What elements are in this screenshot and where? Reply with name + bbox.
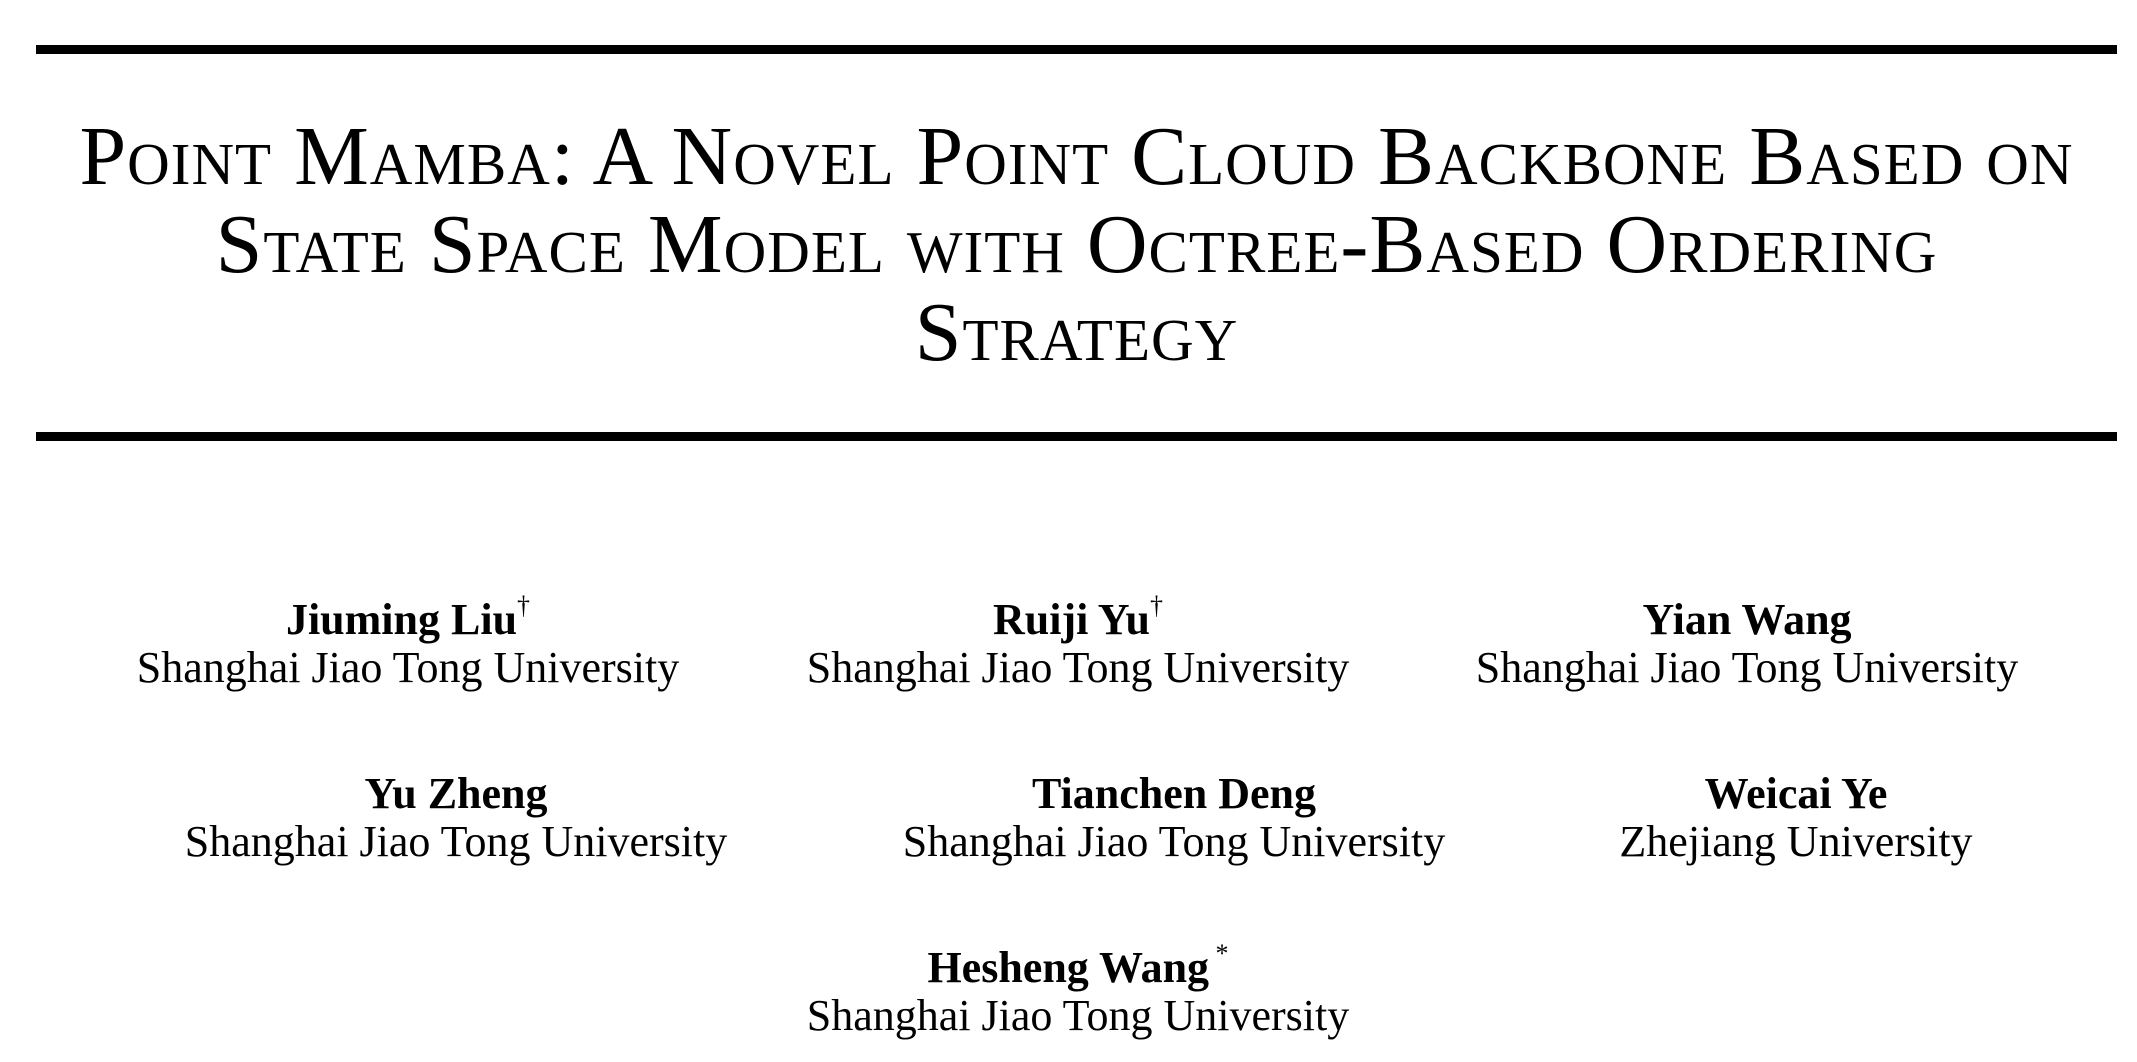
author-name: [902, 770, 1446, 818]
author-affiliation: Shanghai Jiao Tong University: [806, 643, 1350, 692]
author-affiliation: Shanghai Jiao Tong University: [184, 817, 728, 866]
author-affiliation: Shanghai Jiao Tong University: [136, 643, 680, 692]
corresponding-author-mark: *: [1209, 939, 1229, 969]
author-name-text: Weicai Ye: [1704, 769, 1888, 818]
equal-contribution-mark: †: [517, 591, 531, 621]
author-name-text: Yu Zheng: [364, 769, 548, 818]
author-affiliation: Shanghai Jiao Tong University: [806, 991, 1350, 1040]
author-name: [1566, 770, 2026, 818]
author-block-tianchen-deng: [902, 770, 1446, 866]
title-line-2: State Space Model with Octree-Based Ordering: [215, 198, 1938, 291]
title-top-rule: [36, 45, 2117, 54]
author-affiliation: Zhejiang University: [1619, 817, 1973, 866]
author-block-weicai-ye: [1566, 770, 2026, 866]
author-block-jiuming-liu: [136, 591, 680, 692]
author-name: [1475, 596, 2019, 644]
paper-title: [36, 110, 2117, 379]
author-name: [184, 770, 728, 818]
author-name-text: Hesheng Wang: [927, 943, 1210, 992]
author-name: [806, 591, 1350, 644]
author-name-text: Ruiji Yu: [993, 595, 1150, 644]
author-name: [806, 939, 1350, 992]
equal-contribution-mark: †: [1149, 591, 1163, 621]
author-name-text: Yian Wang: [1642, 595, 1852, 644]
title-bottom-rule: [36, 432, 2117, 441]
author-name-text: Tianchen Deng: [1031, 769, 1317, 818]
author-name: [136, 591, 680, 644]
author-block-hesheng-wang: [806, 939, 1350, 1040]
author-affiliation: Shanghai Jiao Tong University: [1475, 643, 2019, 692]
author-affiliation: Shanghai Jiao Tong University: [902, 817, 1446, 866]
author-name-text: Jiuming Liu: [285, 595, 518, 644]
title-line-1: Point Mamba: A Novel Point Cloud Backbone Based on: [79, 110, 2074, 203]
author-block-yian-wang: [1475, 596, 2019, 692]
author-block-ruiji-yu: [806, 591, 1350, 692]
author-block-yu-zheng: [184, 770, 728, 866]
title-line-3: Strategy: [914, 286, 1239, 379]
